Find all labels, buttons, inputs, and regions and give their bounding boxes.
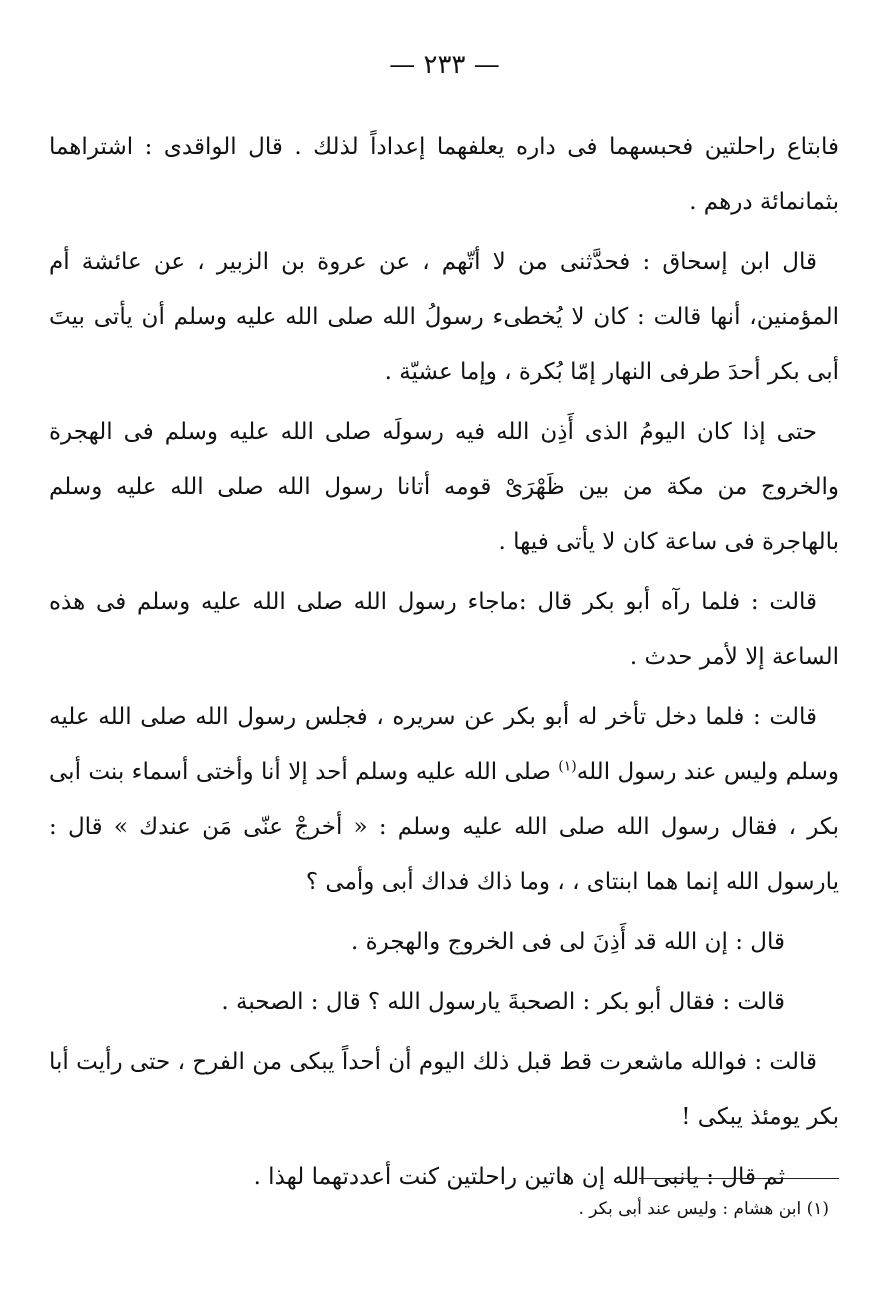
footnote: (١) ابن هشام : وليس عند أبى بكر . xyxy=(578,1199,829,1219)
paragraph-companionship: قالت : فقال أبو بكر : الصحبةَ يارسول الله ؟ قال : الصحبة . xyxy=(221,989,785,1015)
paragraph-entry-start: قالت : فلما دخل تأخر له أبو بكر عن سريره ، فجلس رسول الله صلى الله عليه وسلم وليس عند رسول الله xyxy=(49,704,839,785)
paragraph-entry xyxy=(49,690,839,910)
paragraph-permission: قال : إن الله قد أَذِنَ لى فى الخروج والهجرة . xyxy=(350,929,785,955)
paragraph-entry-end: صلى الله عليه وسلم أحد إلا أنا وأختى أسماء بنت أبى بكر ، فقال رسول الله صلى الله عليه وسلم : « أخرجْ عنّى مَن عندك » قال : يارسول الله إنما هما ابنتاى ، ، وما ذاك فداك أبى وأمى ؟ xyxy=(49,759,839,895)
body-text xyxy=(49,120,839,1210)
footnote-marker: (١) xyxy=(558,758,577,775)
page-number: — ٢٣٣ — xyxy=(389,50,500,80)
paragraph-two-mounts: ثم قال : يانبى الله إن هاتين راحلتين كنت أعددتهما لهذا . xyxy=(253,1164,785,1190)
footnote-divider xyxy=(639,1178,839,1179)
paragraph-ibn-ishaq: قال ابن إسحاق : فحدَّثنى من لا أتّهم ، عن عروة بن الزبير ، عن عائشة أم المؤمنين، أنها قالت : كان لا يُخطىء رسولُ الله صلى الله عليه وسلم أن يأتى بيتَ أبى بكر أحدَ طرفى النهار إمّا بُكرة ، وإما عشيّة . xyxy=(49,249,839,385)
paragraph-purchase: فابتاع راحلتين فحبسهما فى داره يعلفهما إعداداً لذلك . قال الواقدى : اشتراهما بثمانمائة درهم . xyxy=(49,134,839,215)
paragraph-hijra-day: حتى إذا كان اليومُ الذى أَذِن الله فيه رسولَه صلى الله عليه وسلم فى الهجرة والخروج من مكة من بين ظَهْرَىْ قومه أتانا رسول الله صلى الله عليه وسلم بالهاجرة فى ساعة كان لا يأتى فيها . xyxy=(49,419,839,555)
paragraph-abu-bakr-question: قالت : فلما رآه أبو بكر قال :ماجاء رسول الله صلى الله عليه وسلم فى هذه الساعة إلا لأمر حدث . xyxy=(49,589,839,670)
paragraph-weeping: قالت : فوالله ماشعرت قط قبل ذلك اليوم أن أحداً يبكى من الفرح ، حتى رأيت أبا بكر يومئذ يبكى ! xyxy=(49,1049,839,1130)
